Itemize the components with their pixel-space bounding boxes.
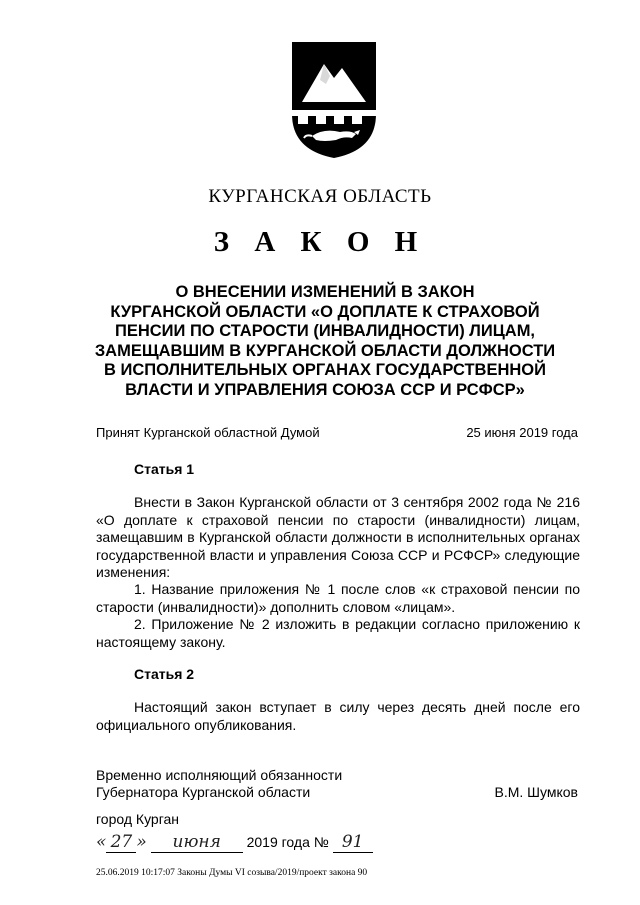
signing-date-line <box>96 832 373 853</box>
quote-open: « <box>96 832 107 852</box>
handwritten-day: 27 <box>110 832 133 852</box>
article-1-intro: Внести в Закон Курганской области от 3 сентября 2002 года № 216 «О доплате к страховой пенсии по старости (инвалидности) лицам, замещавшим в Курганской области должности в исполнительных органах государственной власти и управления Союза ССР и РСФСР» следующие изменения: <box>96 494 580 580</box>
article-2-heading: Статья 2 <box>134 666 195 682</box>
article-2-text: Настоящий закон вступает в силу через десять дней после его официального опубликования. <box>96 699 580 733</box>
subtitle-line: ВЛАСТИ И УПРАВЛЕНИЯ СОЮЗА ССР И РСФСР» <box>125 380 525 399</box>
region-name: КУРГАНСКАЯ ОБЛАСТЬ <box>208 186 432 207</box>
place-of-signing: город Курган <box>96 811 180 827</box>
law-subtitle <box>80 283 570 400</box>
signatory-name: В.М. Шумков <box>494 784 578 800</box>
article-1-item-2: 2. Приложение № 2 изложить в редакции согласно приложению к настоящему закону. <box>96 616 580 650</box>
signatory-position-line-2: Губернатора Курганской области <box>96 784 311 800</box>
subtitle-line: ЗАМЕЩАВШИМ В КУРГАНСКОЙ ОБЛАСТИ ДОЛЖНОСТИ <box>94 341 556 360</box>
document-footer-stamp: 25.06.2019 10:17:07 Законы Думы VI созыва/2019/проект закона 90 <box>96 868 368 878</box>
adoption-label: Принят Курганской областной Думой <box>96 425 320 440</box>
signing-year-and-number-label: 2019 года № <box>246 834 329 850</box>
quote-close: » <box>136 832 147 852</box>
coat-of-arms-emblem <box>290 40 378 160</box>
subtitle-line: КУРГАНСКОЙ ОБЛАСТИ «О ДОПЛАТЕ К СТРАХОВОЙ <box>110 302 540 321</box>
handwritten-law-number: 91 <box>341 832 364 852</box>
document-type-title: З А К О Н <box>213 226 427 258</box>
article-1-item-1: 1. Название приложения № 1 после слов «к страховой пенсии по старости (инвалидности)» дополнить словом «лицам». <box>96 581 580 615</box>
subtitle-line: О ВНЕСЕНИИ ИЗМЕНЕНИЙ В ЗАКОН <box>175 283 475 301</box>
signatory-position-line-1: Временно исполняющий обязанности <box>96 767 343 783</box>
subtitle-line: В ИСПОЛНИТЕЛЬНЫХ ОРГАНАХ ГОСУДАРСТВЕННОЙ <box>104 361 546 379</box>
subtitle-line: ПЕНСИИ ПО СТАРОСТИ (ИНВАЛИДНОСТИ) ЛИЦАМ, <box>114 322 536 340</box>
handwritten-month: июня <box>172 832 221 852</box>
article-1-heading: Статья 1 <box>134 461 195 477</box>
adoption-date: 25 июня 2019 года <box>466 425 578 440</box>
